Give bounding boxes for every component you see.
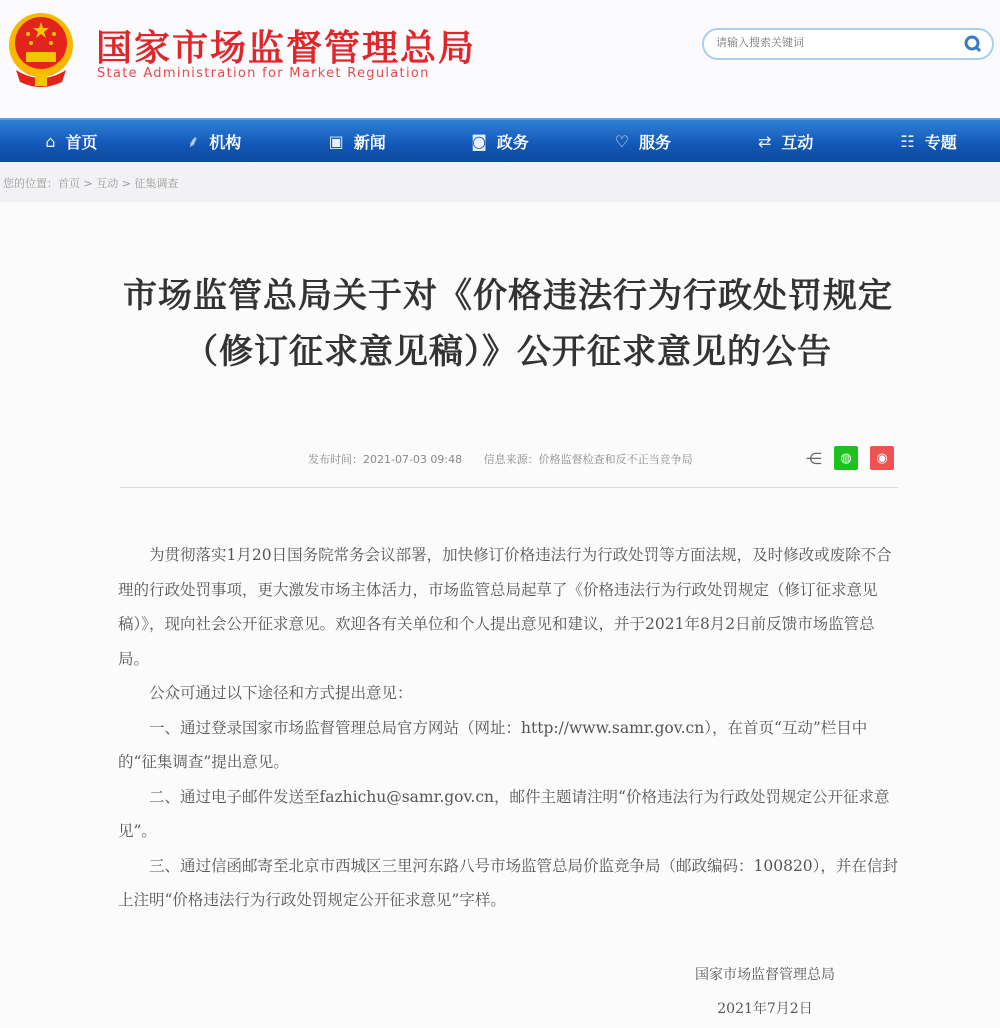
nav-label: 专题 [924,132,957,152]
nav-icon: ▣ [328,131,344,151]
nav-item-1[interactable] [143,120,286,162]
nav-label: 新闻 [353,132,386,152]
search-icon[interactable] [964,35,982,53]
paragraph: 一、通过登录国家市场监督管理总局官方网站（网址：http://www.samr.gov.cn），在首页“互动”栏目中的“征集调查”提出意见。 [118,718,868,771]
share-icon[interactable]: ⋲ [806,448,822,468]
paragraph: 三、通过信函邮寄至北京市西城区三里河东路八号市场监管总局价监竞争局（邮政编码：100820），并在信封上注明“价格违法行为行政处罚规定公开征求意见”字样。 [118,856,898,909]
divider [120,487,898,488]
nav-icon: ♡ [614,131,630,151]
weibo-share-icon[interactable]: ◉ [870,446,894,470]
nav-item-2[interactable] [286,120,429,162]
article-meta [308,451,711,467]
nav-label: 首页 [65,132,98,152]
nav-icon: ⌂ [45,131,56,151]
nav-label: 服务 [639,132,672,152]
nav-icon: ◙ [471,131,487,151]
site-header [0,0,1000,118]
signature-org: 国家市场监督管理总局 [695,967,835,983]
search-input[interactable] [716,36,956,49]
nav-label: 互动 [781,132,814,152]
paragraph: 二、通过电子邮件发送至fazhichu@samr.gov.cn，邮件主题请注明“价格违法行为行政处罚规定公开征求意见”。 [118,787,890,840]
nav-icon: ⸙ [187,132,200,151]
breadcrumb: 您的位置：首页 > 互动 > 征集调查 [3,177,179,190]
publish-time: 发布时间：2021-07-03 09:48 [308,453,463,466]
signature-block [690,958,840,1026]
share-bar [806,446,894,470]
nav-item-3[interactable] [429,120,572,162]
paragraph: 公众可通过以下途径和方式提出意见： [149,684,413,702]
nav-icon: ⇄ [758,131,772,151]
nav-item-6[interactable] [857,120,1000,162]
wechat-share-icon[interactable]: ◍ [834,446,858,470]
national-emblem-logo [6,12,76,88]
search-box[interactable] [702,28,994,60]
main-nav [0,118,1000,162]
signature-date: 2021年7月2日 [717,1001,813,1017]
article-title: 市场监管总局关于对《价格违法行为行政处罚规定（修订征求意见稿）》公开征求意见的公告 [123,276,893,372]
info-source: 信息来源：价格监督检查和反不正当竞争局 [483,453,693,466]
nav-label: 政务 [496,132,529,152]
nav-icon: ☷ [900,131,915,151]
nav-item-5[interactable] [714,120,857,162]
paragraph: 为贯彻落实1月20日国务院常务会议部署，加快修订价格违法行为行政处罚等方面法规，及时修改或废除不合理的行政处罚事项，更大激发市场主体活力，市场监管总局起草了《价格违法行为行政处罚规定（修订征求意见稿）》，现向社会公开征求意见。欢迎各有关单位和个人提出意见和建议，并于2021年8月2日前反馈市场监管总局。 [118,546,892,668]
site-title-en: State Administration for Market Regulation [97,66,430,81]
nav-item-0[interactable] [0,120,143,162]
article-body [118,538,898,918]
nav-item-4[interactable] [571,120,714,162]
nav-label: 机构 [209,132,242,152]
site-title-cn[interactable]: 国家市场监督管理总局 [96,28,477,69]
